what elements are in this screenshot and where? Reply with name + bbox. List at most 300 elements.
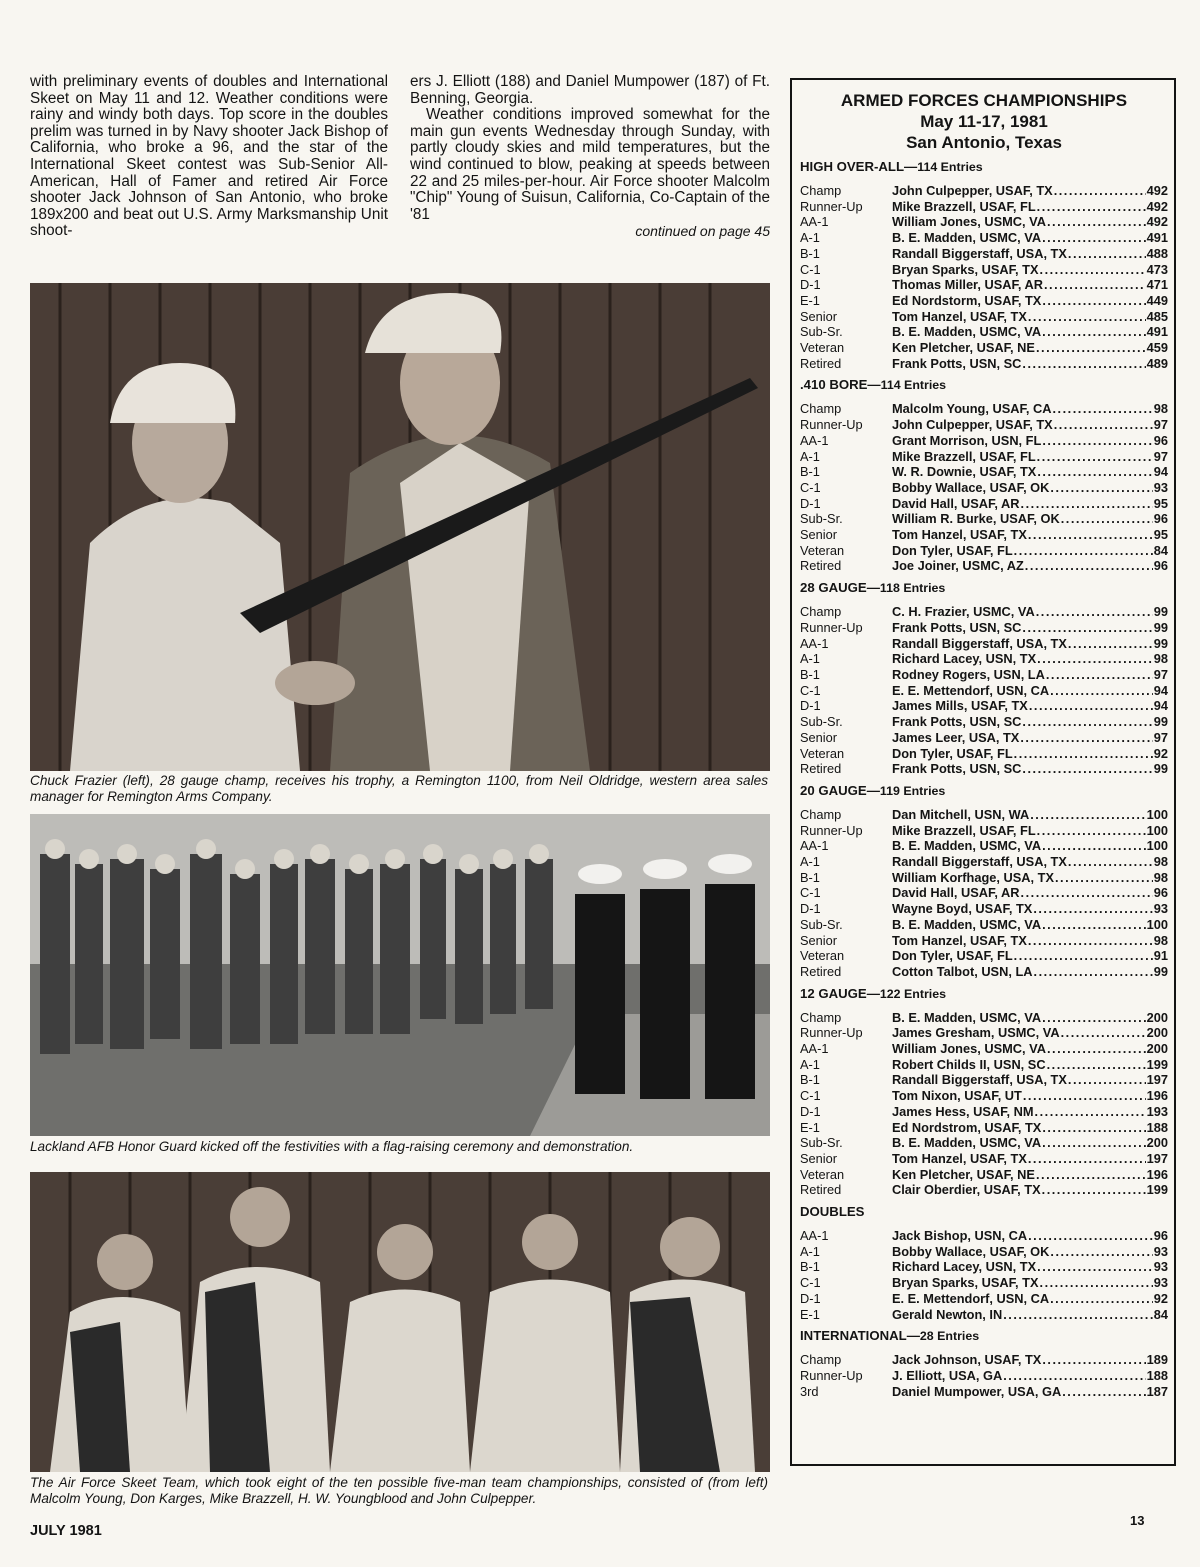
dot-leader <box>1042 1352 1145 1368</box>
result-score: 93 <box>1153 1259 1168 1275</box>
result-row <box>800 183 1168 199</box>
result-row <box>800 433 1168 449</box>
result-class: Retired <box>800 355 842 371</box>
dot-leader <box>1021 885 1153 901</box>
result-class: AA-1 <box>800 838 829 854</box>
dot-leader <box>1047 1041 1146 1057</box>
result-class: Sub-Sr. <box>800 324 843 340</box>
section-entries: 118 Entries <box>879 581 946 596</box>
result-row <box>800 1259 1168 1275</box>
result-class: 3rd <box>800 1383 819 1399</box>
result-row <box>800 1151 1168 1167</box>
dot-leader <box>1046 667 1153 683</box>
result-row <box>800 823 1168 839</box>
result-name: Malcolm Young, USAF, CA <box>892 401 1052 417</box>
dot-leader <box>1040 1275 1153 1291</box>
result-score: 199 <box>1146 1056 1168 1072</box>
results-sidebar <box>790 78 1176 1466</box>
result-name: Tom Hanzel, USAF, TX <box>892 932 1027 948</box>
photo-trophy-presentation <box>30 283 770 771</box>
results-list <box>800 807 1168 980</box>
article-text-1: with preliminary events of doubles and International Skeet on May 11 and 12. Weather conditions were rainy and windy both days. Top score in the doubles prelim was turned in by Navy shooter Jack Bishop of California, who broke a 96, and the star of the International Skeet contest was Sub-Senior All-American, Hall of Famer and retired Air Force shooter Jack Johnson of San Antonio, who broke 189x200 and beat out U.S. Army Marksmanship Unit shoot- <box>30 73 388 240</box>
dot-leader <box>1022 714 1152 730</box>
result-class: Retired <box>800 761 842 777</box>
result-score: 96 <box>1153 432 1168 448</box>
result-row <box>800 1088 1168 1104</box>
result-score: 492 <box>1146 214 1168 230</box>
result-name: Frank Potts, USN, SC <box>892 619 1022 635</box>
dot-leader <box>1028 1228 1153 1244</box>
dot-leader <box>1037 199 1146 215</box>
result-row <box>800 854 1168 870</box>
result-score: 97 <box>1153 448 1168 464</box>
dot-leader <box>1021 496 1153 512</box>
result-score: 99 <box>1153 963 1168 979</box>
sidebar-location: San Antonio, Texas <box>906 133 1062 152</box>
result-class: Sub-Sr. <box>800 714 843 730</box>
result-class: Senior <box>800 932 837 948</box>
dot-leader <box>1068 246 1146 262</box>
result-row <box>800 1228 1168 1244</box>
section-title: DOUBLES <box>800 1204 865 1220</box>
result-name: Tom Hanzel, USAF, TX <box>892 527 1027 543</box>
result-row <box>800 604 1168 620</box>
result-name: Bryan Sparks, USAF, TX <box>892 1275 1039 1291</box>
result-class: A-1 <box>800 1243 820 1259</box>
result-row <box>800 464 1168 480</box>
result-name: Don Tyler, USAF, FL <box>892 745 1013 761</box>
result-class: D-1 <box>800 1103 821 1119</box>
result-class: C-1 <box>800 885 821 901</box>
result-name: Tom Hanzel, USAF, TX <box>892 1150 1027 1166</box>
result-score: 97 <box>1153 666 1168 682</box>
continued-note: continued on page 45 <box>635 223 770 240</box>
result-row <box>800 1368 1168 1384</box>
result-row <box>800 1104 1168 1120</box>
result-score: 92 <box>1153 745 1168 761</box>
dot-leader <box>1022 761 1152 777</box>
result-score: 492 <box>1146 198 1168 214</box>
result-score: 98 <box>1153 651 1168 667</box>
result-name: Mike Brazzell, USAF, FL <box>892 448 1036 464</box>
result-class: Champ <box>800 1009 842 1025</box>
result-class: Champ <box>800 1352 842 1368</box>
result-name: B. E. Madden, USMC, VA <box>892 230 1042 246</box>
result-score: 188 <box>1146 1368 1168 1383</box>
result-score: 189 <box>1146 1352 1168 1368</box>
result-name: Randall Biggerstaff, USA, TX <box>892 245 1067 261</box>
dot-leader <box>1037 823 1146 839</box>
result-name: John Culpepper, USAF, TX <box>892 183 1053 198</box>
results-list <box>800 1352 1168 1399</box>
result-class: C-1 <box>800 479 821 495</box>
result-score: 489 <box>1146 355 1168 371</box>
result-row <box>800 449 1168 465</box>
section-entries: 122 Entries <box>879 986 947 1001</box>
results-list <box>800 1228 1168 1322</box>
dot-leader <box>1035 1104 1146 1120</box>
result-score: 197 <box>1146 1150 1168 1166</box>
result-row <box>800 698 1168 714</box>
dot-leader <box>1050 1244 1152 1260</box>
page-number: 13 <box>1130 1513 1145 1528</box>
dot-leader <box>1042 1120 1145 1136</box>
result-row <box>800 636 1168 652</box>
result-row <box>800 620 1168 636</box>
dot-leader <box>1028 527 1153 543</box>
result-name: Ken Pletcher, USAF, NE <box>892 1166 1035 1182</box>
result-row <box>800 885 1168 901</box>
result-row <box>800 1041 1168 1057</box>
result-class: A-1 <box>800 651 820 667</box>
section-heading <box>800 986 1168 1002</box>
result-name: C. H. Frazier, USMC, VA <box>892 604 1035 620</box>
result-name: Richard Lacey, USN, TX <box>892 651 1037 667</box>
section-heading <box>800 159 1168 175</box>
article-text-3: Weather conditions improved somewhat for the main gun events Wednesday through Sunday, with partly cloudy skies and mild temperatures, but the wind continued to blow, peaking at speeds between 22 and 25 miles-per-hour. Air Force shooter Malcolm "Chip" Young of Suisun, California, Co-Captain of the '81 <box>410 106 770 223</box>
result-row <box>800 324 1168 340</box>
dot-leader <box>1030 807 1145 823</box>
result-name: Randall Biggerstaff, USA, TX <box>892 1072 1067 1088</box>
dot-leader <box>1042 230 1146 246</box>
result-name: Frank Potts, USN, SC <box>892 714 1022 730</box>
dot-leader <box>1061 511 1153 527</box>
result-score: 95 <box>1153 527 1168 543</box>
result-class: C-1 <box>800 682 821 698</box>
result-score: 197 <box>1146 1072 1168 1088</box>
result-row <box>800 401 1168 417</box>
result-name: Robert Childs II, USN, SC <box>892 1056 1046 1072</box>
result-score: 92 <box>1153 1290 1168 1306</box>
result-row <box>800 1120 1168 1136</box>
dot-leader <box>1042 324 1146 340</box>
dot-leader <box>1028 933 1153 949</box>
result-name: Rodney Rogers, USN, LA <box>892 666 1045 682</box>
results-list <box>800 1010 1168 1198</box>
result-class: E-1 <box>800 1119 820 1135</box>
result-class: B-1 <box>800 1072 820 1088</box>
result-row <box>800 214 1168 230</box>
section-entries: 119 Entries <box>879 783 946 798</box>
result-name: James Gresham, USMC, VA <box>892 1025 1060 1041</box>
result-row <box>800 933 1168 949</box>
section-heading <box>800 580 1168 596</box>
result-row <box>800 1291 1168 1307</box>
dot-leader <box>1042 293 1145 309</box>
result-name: James Leer, USA, TX <box>892 729 1020 745</box>
result-class: Runner-Up <box>800 822 863 838</box>
result-class: D-1 <box>800 277 821 293</box>
dot-leader <box>1042 433 1152 449</box>
dot-leader <box>1054 417 1153 433</box>
result-name: William Jones, USMC, VA <box>892 214 1046 230</box>
section-heading <box>800 1328 1168 1344</box>
dot-leader <box>1036 604 1153 620</box>
result-score: 95 <box>1153 495 1168 511</box>
result-row <box>800 901 1168 917</box>
result-row <box>800 277 1168 293</box>
result-row <box>800 746 1168 762</box>
result-name: Randall Biggerstaff, USA, TX <box>892 635 1067 651</box>
dot-leader <box>1042 917 1146 933</box>
result-class: C-1 <box>800 1088 821 1104</box>
sidebar-dates: May 11-17, 1981 <box>920 112 1048 131</box>
result-name: Ken Pletcher, USAF, NE <box>892 340 1035 356</box>
result-row <box>800 511 1168 527</box>
result-class: AA-1 <box>800 432 829 448</box>
result-score: 93 <box>1153 901 1168 917</box>
result-class: AA-1 <box>800 1041 829 1057</box>
dot-leader <box>1042 838 1146 854</box>
result-row <box>800 356 1168 372</box>
result-name: Clair Oberdier, USAF, TX <box>892 1182 1041 1198</box>
article-text-2: ers J. Elliott (188) and Daniel Mumpower (187) of Ft. Benning, Georgia. <box>410 73 770 107</box>
article-column-1 <box>30 74 388 240</box>
result-score: 94 <box>1153 698 1168 714</box>
result-score: 98 <box>1153 854 1168 870</box>
result-class: Champ <box>800 806 842 822</box>
result-name: Mike Brazzell, USAF, FL <box>892 822 1036 838</box>
result-class: C-1 <box>800 261 821 277</box>
result-score: 196 <box>1146 1088 1168 1104</box>
result-class: B-1 <box>800 869 820 885</box>
result-name: B. E. Madden, USMC, VA <box>892 1135 1042 1151</box>
result-score: 200 <box>1146 1041 1168 1057</box>
dot-leader <box>1044 277 1146 293</box>
result-name: Bobby Wallace, USAF, OK <box>892 479 1050 495</box>
result-name: Tom Hanzel, USAF, TX <box>892 308 1027 324</box>
photo-caption-3: The Air Force Skeet Team, which took eight of the ten possible five-man team championships, consisted of (from left) Malcolm Young, Don Karges, Mike Brazzell, H. W. Youngblood and John Culpepper. <box>30 1475 768 1506</box>
result-row <box>800 246 1168 262</box>
result-score: 99 <box>1153 604 1168 620</box>
dot-leader <box>1068 1072 1146 1088</box>
result-name: David Hall, USAF, AR <box>892 495 1020 511</box>
result-row <box>800 262 1168 278</box>
result-score: 93 <box>1153 1275 1168 1291</box>
dot-leader <box>1014 948 1153 964</box>
dot-leader <box>1036 1167 1146 1183</box>
dot-leader <box>1028 309 1146 325</box>
section-entries: 114 Entries <box>917 160 983 174</box>
results-list <box>800 183 1168 371</box>
dot-leader <box>1042 1182 1146 1198</box>
result-score: 188 <box>1146 1119 1168 1135</box>
result-row <box>800 1352 1168 1368</box>
result-score: 449 <box>1146 292 1168 308</box>
result-class: D-1 <box>800 698 821 714</box>
result-name: B. E. Madden, USMC, VA <box>892 324 1042 340</box>
dot-leader <box>1022 356 1145 372</box>
dot-leader <box>1036 340 1146 356</box>
result-score: 199 <box>1146 1182 1168 1198</box>
result-class: B-1 <box>800 464 820 480</box>
section-entries: 28 Entries <box>919 1329 980 1344</box>
result-score: 196 <box>1146 1166 1168 1182</box>
photo-caption-2: Lackland AFB Honor Guard kicked off the festivities with a flag-raising ceremony and demonstration. <box>30 1139 634 1154</box>
result-class: Senior <box>800 527 837 543</box>
result-class: B-1 <box>800 666 820 682</box>
result-score: 84 <box>1153 542 1168 558</box>
result-score: 96 <box>1153 558 1168 574</box>
result-name: B. E. Madden, USMC, VA <box>892 1009 1042 1025</box>
result-class: Veteran <box>800 340 845 356</box>
result-score: 98 <box>1153 932 1168 948</box>
result-class: C-1 <box>800 1275 821 1291</box>
result-row <box>800 230 1168 246</box>
dot-leader <box>1042 1135 1146 1151</box>
result-name: Grant Morrison, USN, FL <box>892 432 1042 448</box>
section-title: 20 GAUGE— <box>800 782 880 798</box>
section-entries: 114 Entries <box>880 378 947 393</box>
dot-leader <box>1014 746 1153 762</box>
result-row <box>800 1244 1168 1260</box>
dot-leader <box>1047 214 1146 230</box>
result-row <box>800 1275 1168 1291</box>
result-score: 459 <box>1146 340 1168 356</box>
result-score: 98 <box>1153 869 1168 885</box>
result-row <box>800 714 1168 730</box>
result-score: 491 <box>1146 324 1168 340</box>
result-class: Retired <box>800 558 842 574</box>
result-row <box>800 543 1168 559</box>
result-name: William R. Burke, USAF, OK <box>892 511 1060 527</box>
result-class: Sub-Sr. <box>800 511 843 527</box>
result-score: 99 <box>1153 714 1168 730</box>
result-class: Senior <box>800 308 837 324</box>
result-row <box>800 309 1168 325</box>
result-score: 200 <box>1146 1135 1168 1151</box>
dot-leader <box>1050 480 1152 496</box>
result-row <box>800 527 1168 543</box>
result-score: 100 <box>1146 916 1168 932</box>
dot-leader <box>1020 730 1152 746</box>
result-score: 200 <box>1146 1025 1168 1041</box>
result-name: E. E. Mettendorf, USN, CA <box>892 1290 1050 1306</box>
issue-date: JULY 1981 <box>30 1523 102 1539</box>
dot-leader <box>1050 1291 1153 1307</box>
result-class: Runner-Up <box>800 619 863 635</box>
result-name: David Hall, USAF, AR <box>892 885 1020 901</box>
result-class: A-1 <box>800 230 820 246</box>
result-score: 100 <box>1146 838 1168 854</box>
result-class: Retired <box>800 963 842 979</box>
result-name: Richard Lacey, USN, TX <box>892 1259 1037 1275</box>
section-title: HIGH OVER-ALL— <box>800 159 918 174</box>
result-row <box>800 558 1168 574</box>
result-score: 193 <box>1146 1103 1168 1119</box>
section-heading <box>800 377 1168 393</box>
result-name: Cotton Talbot, USN, LA <box>892 963 1033 979</box>
dot-leader <box>1029 698 1153 714</box>
result-class: Champ <box>800 401 842 417</box>
result-row <box>800 948 1168 964</box>
result-name: B. E. Madden, USMC, VA <box>892 916 1042 932</box>
result-class: Senior <box>800 729 837 745</box>
result-score: 96 <box>1153 885 1168 901</box>
result-class: Champ <box>800 183 842 198</box>
dot-leader <box>1037 651 1153 667</box>
result-row <box>800 683 1168 699</box>
result-row <box>800 293 1168 309</box>
result-row <box>800 1057 1168 1073</box>
result-score: 100 <box>1146 822 1168 838</box>
photo-air-force-team <box>30 1172 770 1472</box>
result-score: 93 <box>1153 1243 1168 1259</box>
result-score: 96 <box>1153 1228 1168 1244</box>
result-row <box>800 964 1168 980</box>
result-class: Runner-Up <box>800 1025 863 1041</box>
result-score: 96 <box>1153 511 1168 527</box>
result-score: 94 <box>1153 464 1168 480</box>
result-score: 200 <box>1146 1009 1168 1025</box>
result-name: Joe Joiner, USMC, AZ <box>892 558 1024 574</box>
result-score: 98 <box>1153 401 1168 417</box>
result-name: B. E. Madden, USMC, VA <box>892 838 1042 854</box>
result-score: 100 <box>1146 806 1168 822</box>
dot-leader <box>1003 1307 1153 1323</box>
result-score: 187 <box>1146 1383 1168 1399</box>
result-row <box>800 1072 1168 1088</box>
result-name: James Hess, USAF, NM <box>892 1103 1034 1119</box>
result-name: Daniel Mumpower, USA, GA <box>892 1383 1062 1399</box>
result-score: 97 <box>1153 417 1168 433</box>
section-title: INTERNATIONAL— <box>800 1328 920 1344</box>
result-row <box>800 730 1168 746</box>
section-title: .410 BORE— <box>800 377 881 393</box>
results-sections <box>800 159 1168 1399</box>
result-class: A-1 <box>800 1056 820 1072</box>
result-name: Ed Nordstorm, USAF, TX <box>892 292 1042 308</box>
photo-caption-1: Chuck Frazier (left), 28 gauge champ, receives his trophy, a Remington 1100, from Neil Oldridge, western area sales manager for Remington Arms Company. <box>30 773 768 804</box>
result-name: William Korfhage, USA, TX <box>892 869 1054 885</box>
result-row <box>800 667 1168 683</box>
dot-leader <box>1061 1025 1146 1041</box>
result-score: 91 <box>1153 948 1168 964</box>
result-name: Gerald Newton, IN <box>892 1306 1003 1322</box>
article-column-2 <box>410 74 770 240</box>
result-class: Runner-Up <box>800 417 863 433</box>
result-row <box>800 1307 1168 1323</box>
result-name: Frank Potts, USN, SC <box>892 761 1022 777</box>
result-score: 94 <box>1153 682 1168 698</box>
result-name: James Mills, USAF, TX <box>892 698 1028 714</box>
section-heading <box>800 1204 1168 1220</box>
result-name: Wayne Boyd, USAF, TX <box>892 901 1033 917</box>
dot-leader <box>1003 1368 1145 1384</box>
result-class: B-1 <box>800 1259 820 1275</box>
result-class: Veteran <box>800 948 845 964</box>
result-row <box>800 870 1168 886</box>
dot-leader <box>1037 464 1152 480</box>
result-row <box>800 417 1168 433</box>
result-class: E-1 <box>800 292 820 308</box>
result-row <box>800 807 1168 823</box>
result-row <box>800 917 1168 933</box>
dot-leader <box>1022 620 1152 636</box>
result-score: 99 <box>1153 619 1168 635</box>
result-name: Dan Mitchell, USN, WA <box>892 806 1030 822</box>
dot-leader <box>1033 901 1152 917</box>
dot-leader <box>1042 1010 1146 1026</box>
dot-leader <box>1068 636 1153 652</box>
result-name: John Culpepper, USAF, TX <box>892 417 1053 433</box>
result-row <box>800 496 1168 512</box>
result-class: Sub-Sr. <box>800 916 843 932</box>
result-class: D-1 <box>800 495 821 511</box>
result-name: Bryan Sparks, USAF, TX <box>892 261 1039 277</box>
dot-leader <box>1034 964 1153 980</box>
dot-leader <box>1040 262 1146 278</box>
